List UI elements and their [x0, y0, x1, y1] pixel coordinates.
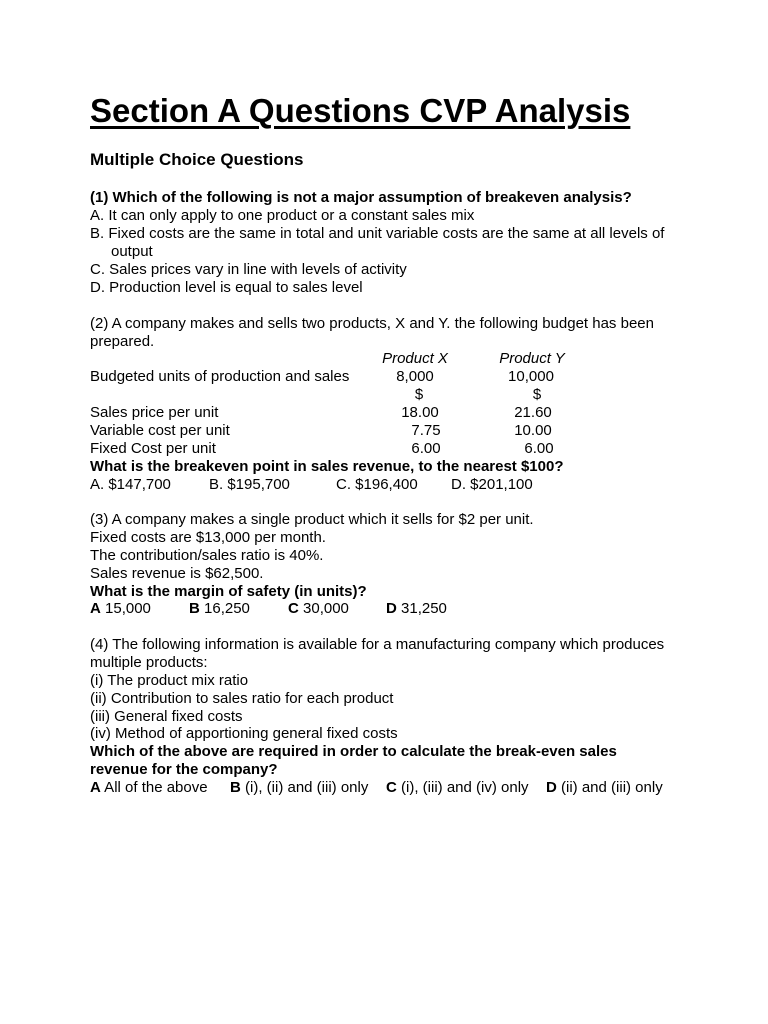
q1-option-a: A. It can only apply to one product or a constant sales mix [90, 207, 475, 224]
q2-option-c: C. $196,400 [336, 476, 418, 493]
q1-option-b: B. Fixed costs are the same in total and unit variable costs are the same at all levels of [90, 225, 665, 242]
q2-row-value-x: $ [414, 386, 424, 403]
q2-row-value-y: 10,000 [508, 368, 554, 385]
q2-row-value-x: 8,000 [396, 368, 434, 385]
q4-line: (iv) Method of apportioning general fixed costs [90, 725, 398, 742]
q2-option-b: B. $195,700 [209, 476, 290, 493]
q3-line: Fixed costs are $13,000 per month. [90, 529, 326, 546]
q4-line: (iii) General fixed costs [90, 708, 243, 725]
q2-row-value-y: 10.00 [514, 422, 552, 439]
q2-row-value-x: 18.00 [401, 404, 439, 421]
q1-option-d: D. Production level is equal to sales level [90, 279, 363, 296]
q4-option-a: A All of the above [90, 779, 208, 796]
q3-question: What is the margin of safety (in units)? [90, 583, 367, 600]
q2-col-header-y: Product Y [499, 350, 565, 367]
q2-col-header-x: Product X [382, 350, 448, 367]
q2-row-value-x: 7.75 [411, 422, 441, 439]
q4-option-b: B (i), (ii) and (iii) only [230, 779, 369, 796]
q4-option-d: D (ii) and (iii) only [546, 779, 663, 796]
q2-row-label: Budgeted units of production and sales [90, 368, 350, 385]
q3-option-b: B 16,250 [189, 600, 250, 617]
q2-row-value-x: 6.00 [411, 440, 441, 457]
q4-line: multiple products: [90, 654, 208, 671]
q1-question: (1) Which of the following is not a major assumption of breakeven analysis? [90, 189, 632, 206]
q4-question-line-2: revenue for the company? [90, 761, 278, 778]
q4-line: (ii) Contribution to sales ratio for each product [90, 690, 394, 707]
q1-option-b-cont: output [111, 243, 153, 260]
q2-row-value-y: 21.60 [514, 404, 552, 421]
q4-line: (4) The following information is available for a manufacturing company which produces [90, 636, 665, 653]
q2-row-label: Sales price per unit [90, 404, 219, 421]
q3-line: The contribution/sales ratio is 40%. [90, 547, 324, 564]
q4-line: (i) The product mix ratio [90, 672, 249, 689]
q3-option-d: D 31,250 [386, 600, 447, 617]
q2-intro-line-1: (2) A company makes and sells two products, X and Y. the following budget has been [90, 315, 654, 332]
q2-row-label: Variable cost per unit [90, 422, 230, 439]
q4-option-c: C (i), (iii) and (iv) only [386, 779, 529, 796]
q3-option-a: A 15,000 [90, 600, 151, 617]
q2-row-value-y: $ [532, 386, 542, 403]
q3-line: (3) A company makes a single product which it sells for $2 per unit. [90, 511, 534, 528]
section-subtitle: Multiple Choice Questions [90, 150, 304, 169]
q4-question-line-1: Which of the above are required in order to calculate the break-even sales [90, 743, 617, 760]
q3-line: Sales revenue is $62,500. [90, 565, 264, 582]
page-title: Section A Questions CVP Analysis [90, 92, 631, 129]
q2-option-d: D. $201,100 [451, 476, 533, 493]
q2-question: What is the breakeven point in sales revenue, to the nearest $100? [90, 458, 564, 475]
q3-option-c: C 30,000 [288, 600, 349, 617]
q2-row-value-y: 6.00 [524, 440, 554, 457]
q2-row-label: Fixed Cost per unit [90, 440, 216, 457]
q2-option-a: A. $147,700 [90, 476, 171, 493]
q1-option-c: C. Sales prices vary in line with levels of activity [90, 261, 407, 278]
q2-intro-line-2: prepared. [90, 333, 155, 350]
